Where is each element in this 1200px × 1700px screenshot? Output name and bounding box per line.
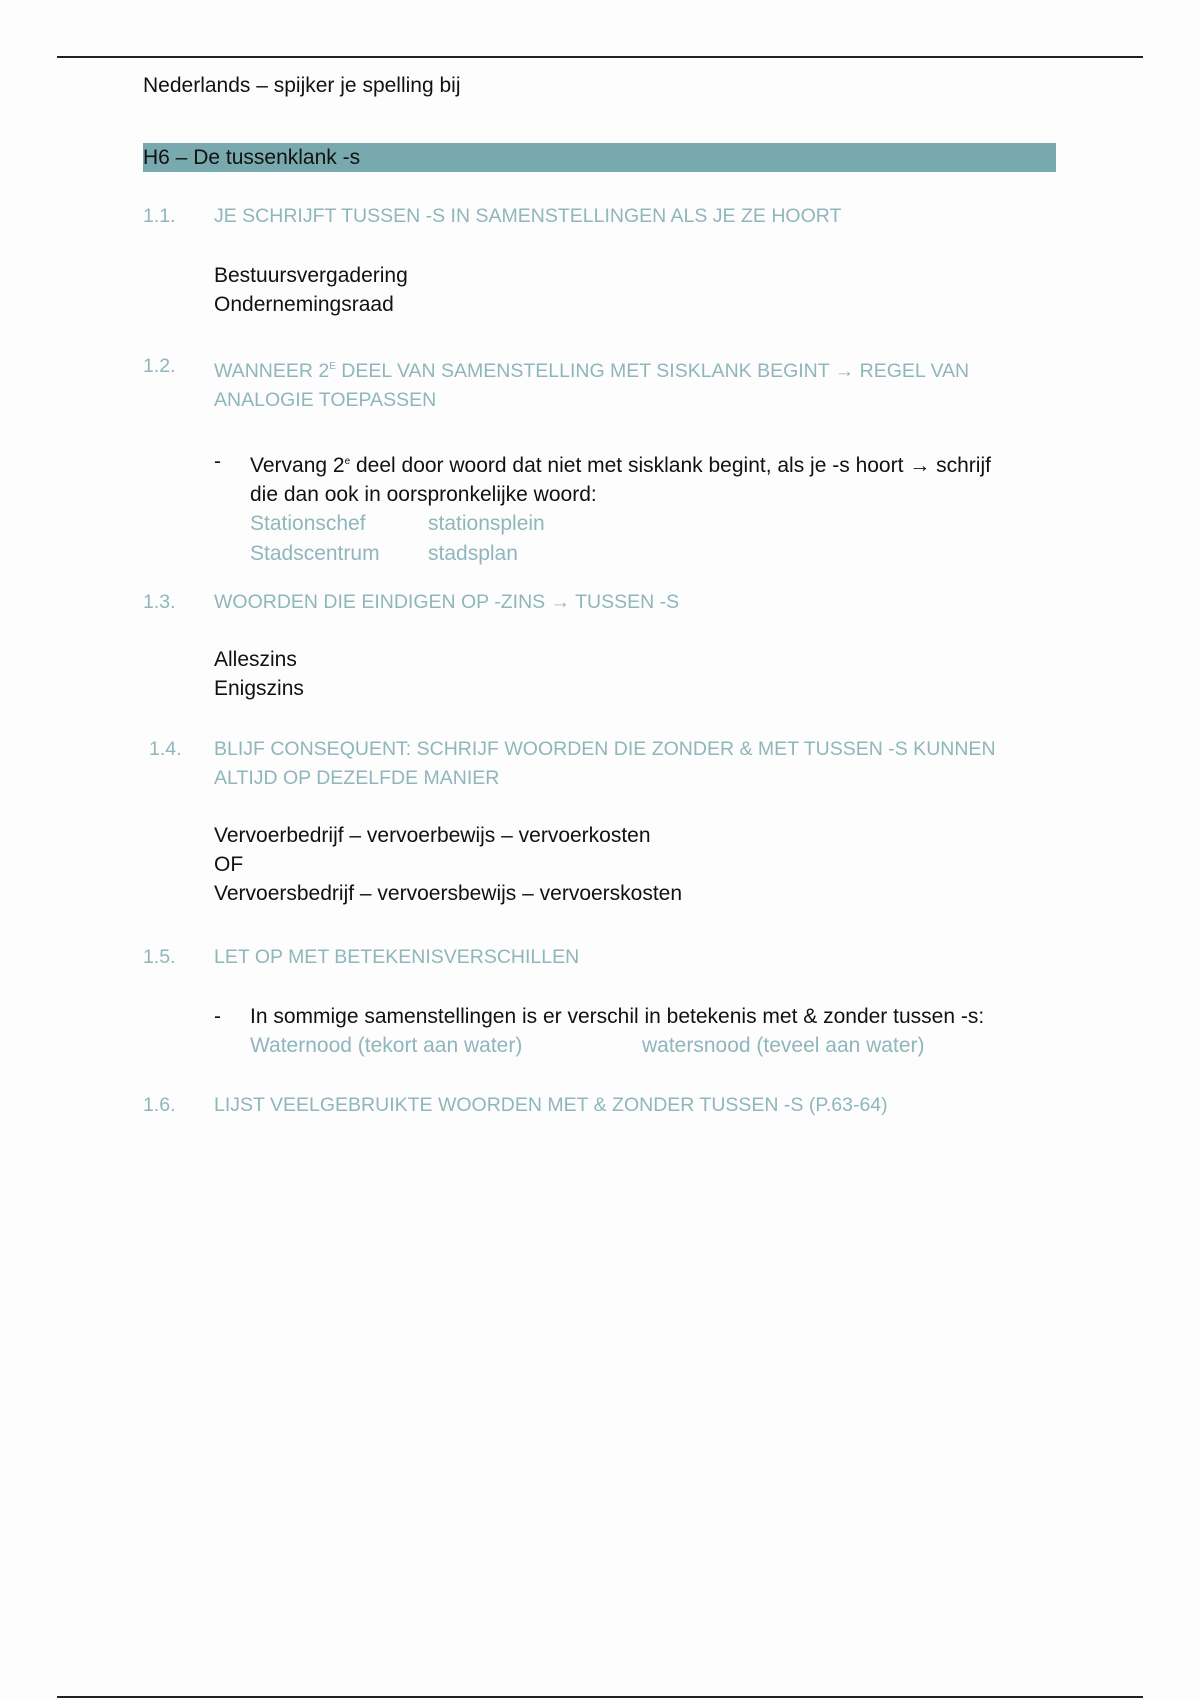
section-heading-text: WANNEER $2^E$ DEEL VAN SAMENSTELLING MET SISKLANK BEGINT → REGEL VAN ANALOGIE TOEPASSEN — [214, 360, 970, 411]
example-left: Stadscentrum — [250, 542, 380, 565]
section-heading-text: WOORDEN DIE EINDIGEN OP -ZINS → TUSSEN -S — [214, 591, 680, 613]
example-word: Ondernemingsraad — [214, 293, 394, 316]
section-number: 1.5. — [143, 946, 176, 968]
section-heading — [143, 943, 1056, 972]
section-number: 1.4. — [149, 738, 182, 760]
section-number: 1.1. — [143, 205, 176, 227]
example-line: Vervoerbedrijf – vervoerbewijs – vervoerkosten — [214, 824, 651, 847]
section-heading — [143, 735, 1056, 793]
section-1-4 — [143, 735, 1056, 908]
example-line: Vervoersbedrijf – vervoersbewijs – vervoerskosten — [214, 882, 683, 905]
example-word: Alleszins — [214, 648, 297, 671]
example-word: Enigszins — [214, 677, 304, 700]
example-pairs — [250, 1031, 1056, 1061]
example-pairs — [250, 509, 1056, 569]
example-row — [250, 539, 1056, 569]
example-row — [250, 1031, 1056, 1061]
section-1-6 — [143, 1091, 1056, 1120]
section-heading — [143, 352, 1056, 415]
example-right: watersnood (teveel aan water) — [642, 1034, 925, 1057]
section-1-3 — [143, 588, 1056, 703]
section-heading — [143, 588, 1056, 617]
chapter-title: H6 – De tussenklank -s — [143, 146, 361, 169]
chapter-heading-bar — [143, 143, 1056, 172]
section-heading-text: JE SCHRIJFT TUSSEN -S IN SAMENSTELLINGEN ALS JE ZE HOORT — [214, 205, 842, 227]
example-left: Waternood (tekort aan water) — [250, 1034, 523, 1057]
bullet-item — [214, 1002, 1056, 1031]
section-heading-text: BLIJF CONSEQUENT: SCHRIJF WOORDEN DIE ZONDER & MET TUSSEN -S KUNNEN ALTIJD OP DEZELFDE MANIER — [214, 738, 996, 789]
bullet-dash: - — [214, 1005, 221, 1028]
example-left: Stationschef — [250, 512, 366, 535]
example-line: OF — [214, 853, 244, 876]
header-rule — [57, 56, 1143, 58]
example-right: stationsplein — [428, 512, 545, 535]
section-heading — [143, 202, 1056, 231]
section-number: 1.3. — [143, 591, 176, 613]
bullet-text: Vervang 2e deel door woord dat niet met sisklank begint, als je -s hoort → schrijf die dan ook in oorspronkelijke woord: — [250, 454, 991, 506]
bullet-text: In sommige samenstellingen is er verschil in betekenis met & zonder tussen -s: — [250, 1005, 985, 1028]
example-right: stadsplan — [428, 542, 518, 565]
section-heading-text: LIJST VEELGEBRUIKTE WOORDEN MET & ZONDER TUSSEN -S (P.63-64) — [214, 1094, 888, 1116]
section-1-1 — [143, 202, 1056, 319]
section-heading — [143, 1091, 1056, 1120]
section-1-2 — [143, 352, 1056, 569]
section-number: 1.6. — [143, 1094, 176, 1116]
example-row — [250, 509, 1056, 539]
section-heading-text: LET OP MET BETEKENISVERSCHILLEN — [214, 946, 580, 968]
footer-rule — [57, 1696, 1143, 1698]
bullet-dash: - — [214, 450, 221, 473]
example-word: Bestuursvergadering — [214, 264, 408, 287]
section-1-5 — [143, 943, 1056, 1061]
document-title: Nederlands – spijker je spelling bij — [143, 74, 461, 97]
section-number: 1.2. — [143, 355, 176, 377]
bullet-item — [214, 447, 1056, 509]
